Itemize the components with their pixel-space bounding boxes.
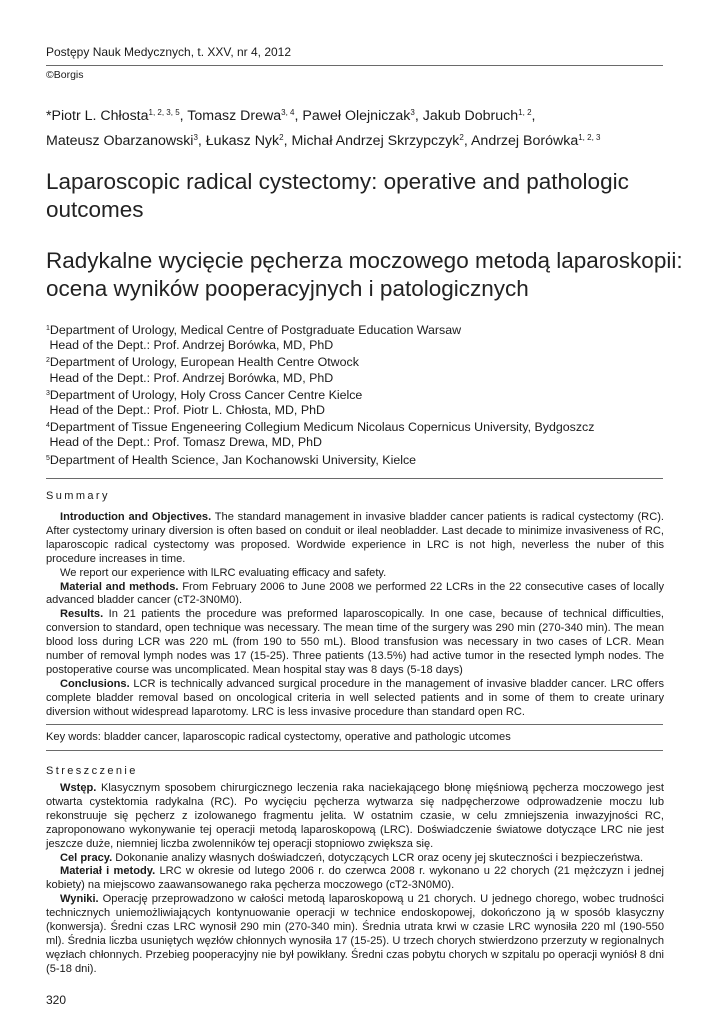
author: Paweł Olejniczak$^3$	[302, 108, 415, 124]
affiliation-line: $^3$Department of Urology, Holy Cross Cancer Centre Kielce	[46, 387, 363, 402]
title-english: Laparoscopic radical cystectomy: operative and pathologic outcomes	[46, 169, 629, 222]
page-number: 320	[46, 993, 67, 1007]
streszczenie-heading: Streszczenie	[46, 765, 138, 777]
affiliation-line: Head of the Dept.: Prof. Tomasz Drewa, MD, PhD	[49, 435, 322, 450]
affiliation-line: Head of the Dept.: Prof. Piotr L. Chłosta, MD, PhD	[49, 403, 325, 418]
streszczenie-paragraph: Cel pracy. Dokonanie analizy własnych doświadczeń, dotyczących LCR oraz oceny jej skuteczności i bezpieczeństwa.	[60, 851, 644, 864]
summary-paragraph: Conclusions. LCR is technically advanced surgical procedure in the management of invasive bladder cancer. LRC offers complete bladder removal based on oncological criteria in well selected patients and in some of them to create urinary diversion without widespread laparotomy. LRC is less invasive procedure than standard open RC.	[46, 677, 664, 718]
streszczenie-paragraph: Wstęp. Klasycznym sposobem chirurgicznego leczenia raka naciekającego błonę mięśniową pęcherza moczowego jest otwarta cystektomia radykalna (RC). Po wycięciu pęcherza wytwarza się nadpęcherzowe odprowadzenie moczu lub rekonstruuje się pęcherz z izolowanego fragmentu jelita. W ostatnim czasie, w celu zmniejszenia inwazyjności RC, zaproponowano wykonywanie tej operacji metodą laparoskopową (LRC). Doświadczenie światowe dotyczące LRC nie jest jeszcze duże, niemniej liczba zwolenników tej operacji stopniowo zwiększa się.	[46, 782, 664, 850]
affiliation-line: $^4$Department of Tissue Engeneering Collegium Medicum Nicolaus Copernicus University, Bydgoszcz	[46, 420, 595, 435]
keywords-bottom-rule	[46, 750, 663, 751]
author: Tomasz Drewa$^{3, 4}$	[187, 108, 295, 124]
affiliation-line: $^2$Department of Urology, European Health Centre Otwock	[46, 355, 359, 370]
affiliation-line: $^5$Department of Health Science, Jan Kochanowski University, Kielce	[46, 452, 417, 467]
streszczenie-body	[46, 782, 664, 977]
author: Jakub Dobruch$^{1, 2}$	[422, 108, 532, 124]
affiliation-line: $^1$Department of Urology, Medical Centre of Postgraduate Education Warsaw	[46, 323, 462, 337]
title-polish: Radykalne wycięcie pęcherza moczowego metodą laparoskopii: ocena wyników pooperacyjnych i patologicznych	[46, 248, 683, 301]
author: Mateusz Obarzanowski$^3$	[46, 133, 198, 149]
author-list: *Piotr L. Chłosta$^{1, 2, 3, 5}$, Tomasz Drewa$^{3, 4}$, Paweł Olejniczak$^3$, Jakub Dobruch$^{1, 2}$, Mateusz Obarzanowski$^3$, Łukasz Nyk$^2$, Michał Andrzej Skrzypczyk$^2$, Andrzej Borówka$^{1, 2, 3}$	[46, 108, 601, 149]
streszczenie-paragraph: Materiał i metody. LRC w okresie od lutego 2006 r. do czerwca 2008 r. wykonano u 22 chorych (21 mężczyzn i jednej kobiety) na miejscowo zaawansowanego raka pęcherza moczowego (cT2-3N0M0).	[46, 865, 664, 892]
journal-citation: Postępy Nauk Medycznych, t. XXV, nr 4, 2012	[46, 45, 292, 59]
author: Łukasz Nyk$^2$	[205, 133, 284, 149]
header-rule	[46, 65, 663, 66]
keywords: Key words: bladder cancer, laparoscopic radical cystectomy, operative and pathologic utcomes	[46, 731, 511, 743]
keywords-top-rule	[46, 724, 663, 725]
summary-paragraph: Material and methods. From February 2006 to June 2008 we performed 22 LCRs in the 22 consecutive cases of locally advanced bladder cancer (cT2-3N0M0).	[46, 580, 665, 607]
summary-heading: Summary	[46, 490, 110, 502]
publisher: ©Borgis	[46, 69, 84, 81]
author: Andrzej Borówka$^{1, 2, 3}$	[470, 133, 601, 149]
affiliation-line: Head of the Dept.: Prof. Andrzej Borówka, MD, PhD	[49, 370, 334, 385]
summary-top-rule	[46, 478, 663, 479]
author: *Piotr L. Chłosta$^{1, 2, 3, 5}$	[46, 108, 180, 124]
affiliation-line: Head of the Dept.: Prof. Andrzej Borówka, MD, PhD	[49, 338, 334, 353]
summary-paragraph: Introduction and Objectives. The standard management in invasive bladder cancer patients is radical cystectomy (RC). After cystectomy urinary diversion is often based on conduit or ileal neobladder. Last decade to minimize invasiveness of RC, laparoscopic radical cystectomy was proposed. Wordwide experience in LRC is not high, neverless the nuber of this procedure increases in time.	[46, 511, 664, 565]
streszczenie-paragraph: Wyniki. Operację przeprowadzono w całości metodą laparoskopową u 21 chorych. U jednego chorego, wobec trudności technicznych uniemożliwiających kontynuowanie operacji w technice endoskopowej, dokończono ją w sposób klasyczny (konwersja). Średni czas LRC wynosił 290 min (270-340 min). Średnia utrata krwi w czasie LRC wynosiła 220 ml (190-550 ml). Średnia liczba usuniętych węzłów chłonnych wynosiła 17 (15-25). U trzech chorych stwierdzono przerzuty w regionalnych węzłach chłonnych. Przebieg pooperacyjny nie był powikłany. Średni czas pobytu chorych w szpitalu po operacji wyniósł 8 dni (5-18 dni).	[46, 893, 664, 975]
author: Michał Andrzej Skrzypczyk$^2$	[291, 133, 464, 149]
summary-body	[46, 511, 664, 720]
summary-paragraph: We report our experience with lLRC evaluating efficacy and safety.	[60, 566, 387, 579]
affiliations	[46, 321, 686, 468]
summary-paragraph: Results. In 21 patients the procedure was preformed laparoscopically. In one case, because of technical difficulties, conversion to standard, open technique was necessary. The mean time of the surgery was 290 min (270-340 min). The mean blood loss during LCR was 220 mL (from 190 to 550 mL). Blood transfusion was necessary in two cases of LCR. Mean number of removal lymph nodes was 17 (15-25). Three patients (13.5%) had active tumor in the resected lymph nodes. The postoperative course was uncomplicated. Mean hospital stay was 8 days (5-18 days)	[46, 608, 664, 676]
